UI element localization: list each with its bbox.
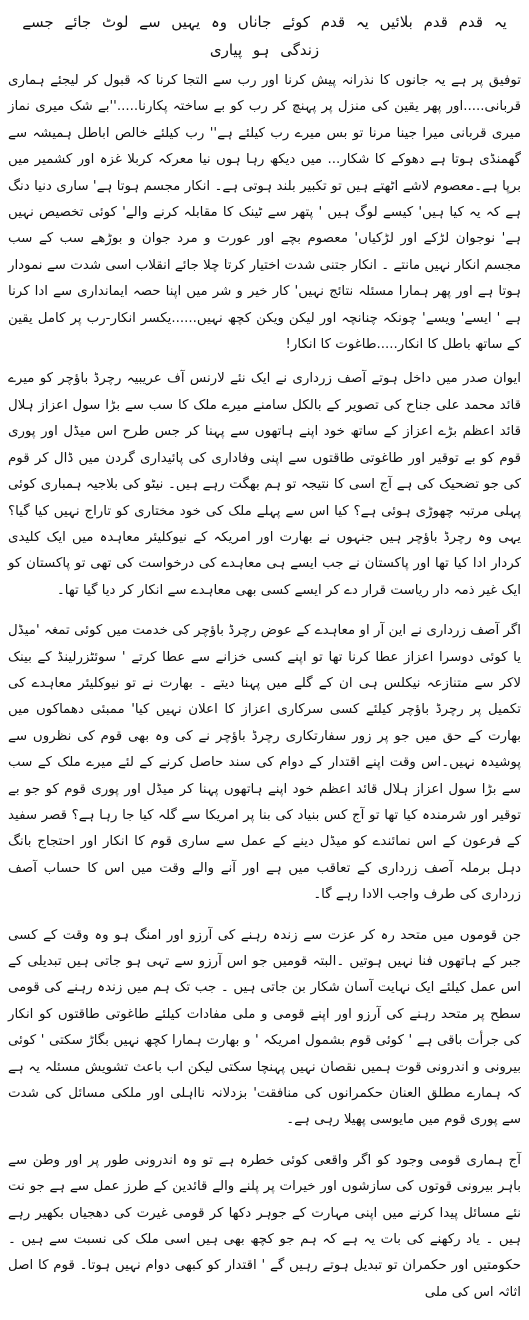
article-paragraph: ایوان صدر میں داخل ہوتے آصف زرداری نے ایک نئے لارنس آف عریبیہ رچرڈ باؤچر کو میرے قائد محمد علی جناح کی تصویر کے بالکل سامنے میرے ملک کا سب سے بڑا سول اعزاز ہلال قائد اعظم بڑے اعزاز کے ساتھ خود اپنے ہاتھوں سے پہنا کر جس طرح اس میڈل اور پوری قوم کو بے توقیر اور طاغوتی طاقتوں سے اپنی وفاداری کی پائیداری گردن میں ڈال کر قوم کی جو تضحیک کی ہے آج اسی کا نتیجہ تو ہم بھگت رہے ہیں۔ نیٹو کی بلاجیہ ہمباری کوئی پہلی مرتبہ چھوڑی ہوئی ہے؟ کیا اس سے پہلے ملک کی خود مختاری کو تاراج نہیں کیا گیا؟ یہی وہ رچرڈ باؤچر ہیں جنہوں نے بھارت اور امریکہ کے نیوکلیئر معاہدہ میں ایک کلیدی کردار ادا کیا تھا اور پاکستان نے جب ایسے ہی معاہدے کی درخواست کی تھی تو پاکستان کو ایک غیر ذمہ دار ریاست قرار دے کر ایسے کسی بھی معاہدے سے انکار کر دیا گیا تھا۔ — [8, 371, 521, 598]
article-paragraph: جن قوموں میں متحد رہ کر عزت سے زندہ رہنے کی آرزو اور امنگ ہو وہ وقت کے کسی جبر کے ہاتھوں فنا نہیں ہوتیں ۔البتہ قومیں جو اس آرزو سے تہی ہو جاتی ہیں تبدیلی کے اس عمل کیلئے ایک نہایت آسان شکار بن جاتی ہیں ۔ جب تک ہم میں زندہ رہنے کی قومی سطح پر متحد رہنے کی آرزو اور اپنے قومی و ملی مفادات کیلئے طاغوتی طاقتوں کو انکار کی جرأت باقی ہے ' کوئی قوم بشمول امریکہ ' و بھارت ہمارا کچھ نہیں بگاڑ سکتی ' کوئی بیرونی و اندرونی قوت ہمیں نقصان نہیں پہنچا سکتی لیکن اب باعث تشویش مسئلہ یہ ہے کہ ہمارے مطلق العنان حکمرانوں کی منافقت' بزدلانہ نااہلی اور ملکی مسائل کی شدت سے پوری قوم میں مایوسی پھیلا رہی ہے۔ — [8, 927, 521, 1128]
article-paragraph: توفیق پر ہے یہ جانوں کا نذرانہ پیش کرنا اور رب سے التجا کرنا کہ قبول کر لیجئے ہماری قربانی.....اور پھر یقین کی منزل پر پہنچ کر رب کو بے ساختہ پکارنا.....''بے شک میری نماز میری قربانی میرا جینا مرنا تو بس میرے رب کیلئے ہے'' رب کیلئے خالص اباطل ہمیشہ سے گھمنڈی ہوتا ہے دھوکے کا شکار... میں دیکھ رہا ہوں نیا معرکہ کربلا غزہ اور کشمیر میں برپا ہے۔معصوم لاشے اٹھتے ہیں تو تکبیر بلند ہوتی ہے۔ انکار مجسم ہوتا ہے' ساری دنیا دنگ ہے کہ یہ کیا ہیں' کیسے لوگ ہیں ' پتھر سے ٹینک کا مقابلہ کرنے والے' کوئی تخصیص نہیں ہے' نوجوان لڑکے اور لڑکیاں' معصوم بچے اور عورت و مرد جوان و بوڑھے سب کے سب مجسم انکار نہیں مانتے ۔ انکار جتنی شدت اختیار کرتا چلا جائے انقلاب اسی شدت سے نمودار ہوتا ہے اور پھر ہمارا مسئلہ نتائج نہیں' کار خیر و شر میں اپنا حصہ ایمانداری سے ادا کرنا ہے ' ایسے' ویسے' چونکہ چنانچہ اور لیکن ویکن کچھ نہیں......یکسر انکار-رب پر کامل یقین کے ساتھ باطل کا انکار.....طاغوت کا انکار! — [8, 73, 521, 353]
article-paragraph: اگر آصف زرداری نے این آر او معاہدے کے عوض رچرڈ باؤچر کی خدمت میں کوئی تمغہ 'میڈل یا کوئی دوسرا اعزاز عطا کرنا تھا تو اپنے کسی خزانے سے عطا کرتے ' سوئٹزرلینڈ کے بینک لاکر سے متنازعہ نیکلس ہی ان کے گلے میں پہنا دیتے ۔ بھارت نے تو نیوکلیئر معاہدے کی تکمیل پر رچرڈ باؤچر کیلئے کسی سرکاری اعزاز کا اعلان نہیں کیا' ممبئی دھماکوں میں بھارت کے حق میں جو پر زور سفارتکاری رچرڈ باؤچر نے کی وہ بھی قوم کی نظروں سے پوشیدہ نہیں۔اس وقت اپنے اقتدار کے دوام کی سند حاصل کرنے کے لئے میرے ملک کے سب سے بڑا سول اعزاز ہلال قائد اعظم خود اپنے ہاتھوں پہنا کر میڈل اور پوری قوم کو جو بے توقیر اور شرمندہ کیا تھا تو آج کس بنیاد کی بنا پر امریکا سے گلہ کیا جا رہا ہے؟ قصر سفید کے فرعون کے اس نمائندے کو میڈل دینے کے عمل سے ساری قوم کا انکار اور احتجاج بانگ دہل برملہ آصف زرداری کے تعاقب میں ہے اور آنے والے وقت میں اس کا حساب آصف زرداری کی طرف واجب الادا رہے گا۔ — [8, 623, 521, 903]
article-body — [8, 8, 521, 1320]
poetry-heading: یہ قدم قدم بلائیں یہ قدم کوئے جاناں وہ یہیں سے لوٹ جائے جسے زندگی ہو پیاری — [22, 13, 507, 59]
article-paragraph: آج ہماری قومی وجود کو اگر واقعی کوئی خطرہ ہے تو وہ اندرونی طور پر اور وطن سے باہر بیرونی قوتوں کی سازشوں اور خیرات پر پلنے والے قائدین کے طرز عمل سے ہے جو نت نئے مسائل پیدا کرنے میں اپنی مہارت کے جوہر دکھا کر قومی غیرت کی دھجیاں بکھیر رہے ہیں ۔ یاد رکھنے کی بات یہ ہے کہ ہم جو کچھ بھی ہیں اسی ملک کی نسبت سے ہیں ۔ حکومتیں اور حکمران تو تبدیل ہوتے رہیں گے ' اقتدار کو کبھی دوام نہیں ہوتا۔ قوم کا اصل اثاثہ اس کی ملی — [8, 1152, 521, 1300]
